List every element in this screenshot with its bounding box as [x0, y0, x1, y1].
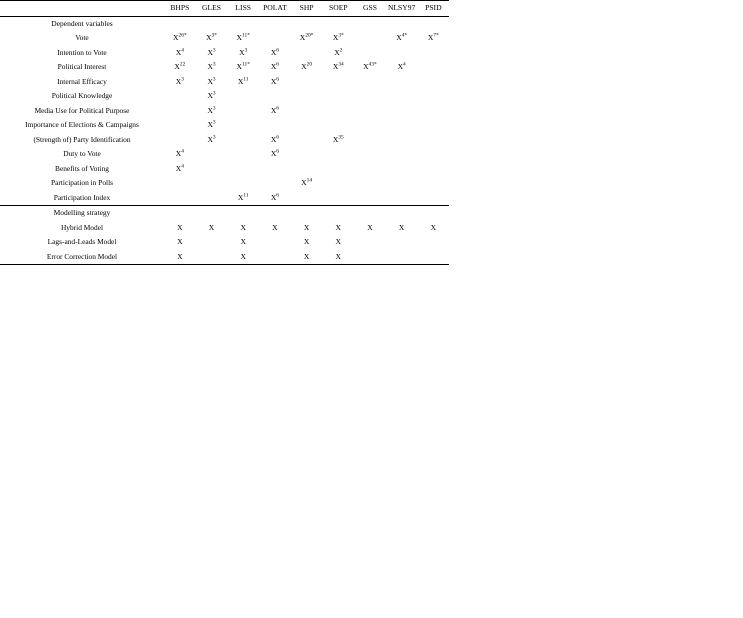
column-header-psid: PSID [418, 1, 450, 17]
cell-marked: X [240, 222, 246, 232]
section-title: Modelling strategy [0, 206, 164, 221]
variables-modelling-table [0, 0, 449, 265]
cell-empty [354, 75, 386, 90]
cell-empty [418, 147, 450, 162]
empty-cell [227, 206, 259, 221]
cell-empty [354, 46, 386, 61]
cell-empty [418, 235, 450, 250]
cell-marked: X [303, 237, 310, 246]
column-header-liss: LISS [227, 1, 259, 17]
empty-cell [291, 16, 323, 31]
cell-marked: $X^4$ [175, 46, 184, 57]
cell-empty [386, 104, 418, 119]
cell-marked: $X^4$ [397, 61, 406, 71]
cell-marked: $X^6$ [270, 148, 279, 158]
cell-empty [354, 235, 386, 250]
cell-empty [227, 89, 259, 104]
cell-empty [291, 118, 323, 133]
cell-marked: $X^3$ [207, 61, 216, 71]
cell-empty [418, 60, 450, 75]
cell-marked: X [177, 237, 183, 246]
column-header-gss: GSS [354, 1, 386, 17]
cell-empty [418, 118, 450, 133]
cell-marked: $X^{4*}$ [396, 32, 408, 42]
cell-empty [291, 104, 323, 119]
empty-cell [418, 16, 450, 31]
cell-empty [386, 235, 418, 250]
cell-empty [164, 104, 196, 119]
empty-cell [164, 206, 196, 221]
cell-marked: X [303, 222, 310, 232]
empty-cell [386, 16, 418, 31]
column-header-gles: GLES [196, 1, 228, 17]
cell-marked: $X^6$ [270, 46, 279, 57]
cell-empty [164, 89, 196, 104]
table-row [0, 104, 449, 119]
cell-empty [418, 89, 450, 104]
table-row [0, 250, 449, 265]
cell-empty [386, 75, 418, 90]
cell-empty [354, 191, 386, 206]
row-label: Media Use for Political Purpose [34, 105, 130, 115]
row-label: Political Interest [57, 62, 107, 71]
row-label: Political Knowledge [51, 91, 113, 100]
table-row [0, 60, 449, 75]
cell-marked: $X^{11*}$ [236, 61, 250, 71]
cell-empty [322, 162, 354, 177]
table-row [0, 89, 449, 104]
empty-cell [322, 206, 354, 221]
cell-empty [259, 235, 291, 250]
cell-marked: $X^3$ [207, 46, 216, 57]
cell-marked: X [322, 250, 354, 265]
row-label: Vote [75, 33, 89, 42]
cell-empty [259, 162, 291, 177]
cell-marked: X [430, 222, 437, 232]
cell-marked: $X^{14}$ [301, 177, 313, 187]
cell-marked: X [367, 222, 373, 232]
table-row [0, 147, 449, 162]
row-label: (Strength of) Party Identification [33, 134, 131, 144]
row-label: Participation in Polls [51, 178, 113, 187]
cell-marked: $X^{35}$ [332, 133, 344, 144]
cell-marked: $X^{3*}$ [206, 32, 217, 42]
cell-empty [164, 133, 196, 148]
cell-marked: X [398, 222, 405, 232]
cell-empty [291, 191, 323, 206]
column-header-nlsy97: NLSY97 [386, 1, 418, 17]
empty-cell [196, 16, 228, 31]
table-row [0, 31, 449, 46]
cell-empty [259, 118, 291, 133]
cell-empty [322, 89, 354, 104]
cell-empty [418, 46, 450, 61]
cell-marked: $X^{20*}$ [299, 32, 314, 42]
empty-cell [196, 206, 228, 221]
cell-empty [322, 118, 354, 133]
cell-empty [227, 147, 259, 162]
cell-empty [291, 89, 323, 104]
empty-cell [259, 206, 291, 221]
row-label: Intention to Vote [57, 47, 107, 57]
cell-empty [164, 118, 196, 133]
cell-marked: $X^{11}$ [237, 75, 249, 86]
cell-empty [354, 147, 386, 162]
cell-marked: $X^{3*}$ [332, 32, 344, 42]
table-body [0, 16, 449, 265]
empty-cell [322, 16, 354, 31]
cell-empty [291, 46, 323, 61]
cell-marked: X [164, 250, 196, 265]
cell-empty [354, 162, 386, 177]
cell-marked: $X^{34}$ [332, 61, 344, 71]
cell-marked: X [240, 237, 246, 246]
table-row [0, 191, 449, 206]
cell-empty [196, 191, 228, 206]
table-row [0, 46, 449, 61]
cell-empty [418, 191, 450, 206]
cell-empty [386, 133, 418, 148]
section-title: Dependent variables [0, 16, 164, 31]
cell-empty [354, 31, 386, 46]
cell-empty [322, 176, 354, 191]
cell-marked: $X^{43*}$ [363, 61, 377, 71]
cell-empty [196, 162, 228, 177]
empty-cell [354, 16, 386, 31]
cell-empty [386, 89, 418, 104]
row-label: Internal Efficacy [57, 76, 107, 86]
table-row [0, 235, 449, 250]
empty-cell [354, 206, 386, 221]
column-header-bhps: BHPS [164, 1, 196, 17]
row-label: Lags-and-Leads Model [47, 237, 117, 246]
cell-marked: $X^3$ [239, 46, 248, 57]
cell-marked: $X^3$ [207, 90, 216, 100]
matrix-table [0, 0, 449, 265]
cell-marked: $X^{11*}$ [236, 32, 250, 42]
cell-empty [322, 147, 354, 162]
cell-marked: $X^3$ [207, 75, 216, 86]
cell-empty [386, 147, 418, 162]
cell-marked: $X^{7*}$ [427, 32, 439, 42]
cell-marked: $X^3$ [207, 119, 216, 129]
section-header-row [0, 206, 449, 221]
cell-marked: $X^2$ [334, 46, 343, 57]
cell-marked: $X^{20}$ [301, 61, 313, 71]
cell-empty [418, 176, 450, 191]
table-row [0, 118, 449, 133]
cell-marked: $X^3$ [175, 75, 184, 86]
cell-marked: X [227, 250, 259, 265]
cell-marked: X [177, 222, 183, 232]
row-label: Importance of Elections & Campaigns [25, 120, 139, 129]
cell-marked: X [272, 222, 278, 232]
table-row [0, 133, 449, 148]
cell-empty [386, 176, 418, 191]
row-label: Participation Index [53, 192, 111, 202]
cell-empty [386, 162, 418, 177]
cell-marked: $X^{22}$ [174, 61, 186, 71]
cell-empty [227, 118, 259, 133]
cell-empty [322, 104, 354, 119]
row-label: Error Correction Model [0, 250, 164, 265]
cell-empty [259, 176, 291, 191]
cell-marked: X [208, 222, 215, 232]
row-label: Hybrid Model [60, 222, 104, 232]
cell-marked: $X^6$ [270, 133, 279, 144]
cell-empty [418, 162, 450, 177]
cell-empty [418, 133, 450, 148]
cell-marked: X [291, 250, 323, 265]
empty-cell [259, 16, 291, 31]
empty-cell [386, 206, 418, 221]
cell-marked: X [335, 237, 342, 246]
cell-empty [291, 75, 323, 90]
cell-marked: $X^6$ [270, 75, 279, 86]
cell-marked: $X^3$ [207, 133, 216, 144]
cell-marked: $X^6$ [270, 61, 279, 71]
cell-empty [291, 147, 323, 162]
empty-cell [227, 16, 259, 31]
cell-empty [227, 176, 259, 191]
table-row [0, 162, 449, 177]
cell-empty [386, 250, 418, 265]
section-header-row [0, 16, 449, 31]
cell-empty [322, 191, 354, 206]
cell-empty [418, 75, 450, 90]
row-label: Duty to Vote [63, 149, 101, 158]
column-header-row [0, 1, 449, 17]
cell-marked: $X^{26*}$ [173, 32, 187, 42]
cell-empty [386, 46, 418, 61]
cell-marked: $X^6$ [270, 104, 279, 115]
cell-empty [354, 118, 386, 133]
cell-empty [196, 147, 228, 162]
cell-empty [418, 104, 450, 119]
cell-empty [291, 162, 323, 177]
table-row [0, 176, 449, 191]
cell-empty [259, 250, 291, 265]
cell-empty [354, 133, 386, 148]
cell-empty [322, 75, 354, 90]
cell-empty [196, 250, 228, 265]
cell-empty [418, 250, 450, 265]
cell-empty [354, 104, 386, 119]
cell-empty [259, 89, 291, 104]
table-row [0, 75, 449, 90]
cell-empty [164, 176, 196, 191]
cell-empty [259, 31, 291, 46]
cell-empty [196, 176, 228, 191]
cell-empty [291, 133, 323, 148]
cell-empty [227, 162, 259, 177]
cell-empty [164, 191, 196, 206]
empty-cell [164, 16, 196, 31]
cell-empty [386, 191, 418, 206]
cell-marked: $X^6$ [270, 191, 279, 202]
cell-empty [227, 133, 259, 148]
cell-marked: $X^3$ [207, 104, 216, 115]
column-header-polat: POLAT [259, 1, 291, 17]
cell-marked: $X^{11}$ [237, 191, 249, 202]
cell-empty [354, 176, 386, 191]
empty-cell [291, 206, 323, 221]
cell-empty [227, 104, 259, 119]
empty-cell [418, 206, 450, 221]
table-row [0, 221, 449, 236]
cell-empty [354, 250, 386, 265]
cell-empty [354, 89, 386, 104]
cell-marked: $X^4$ [175, 162, 184, 173]
cell-marked: X [335, 222, 342, 232]
cell-empty [386, 118, 418, 133]
table-header [0, 1, 449, 17]
cell-empty [196, 235, 228, 250]
row-label-header [0, 1, 164, 17]
row-label: Benefits of Voting [55, 163, 109, 173]
column-header-shp: SHP [291, 1, 323, 17]
cell-marked: $X^4$ [175, 148, 184, 158]
column-header-soep: SOEP [322, 1, 354, 17]
